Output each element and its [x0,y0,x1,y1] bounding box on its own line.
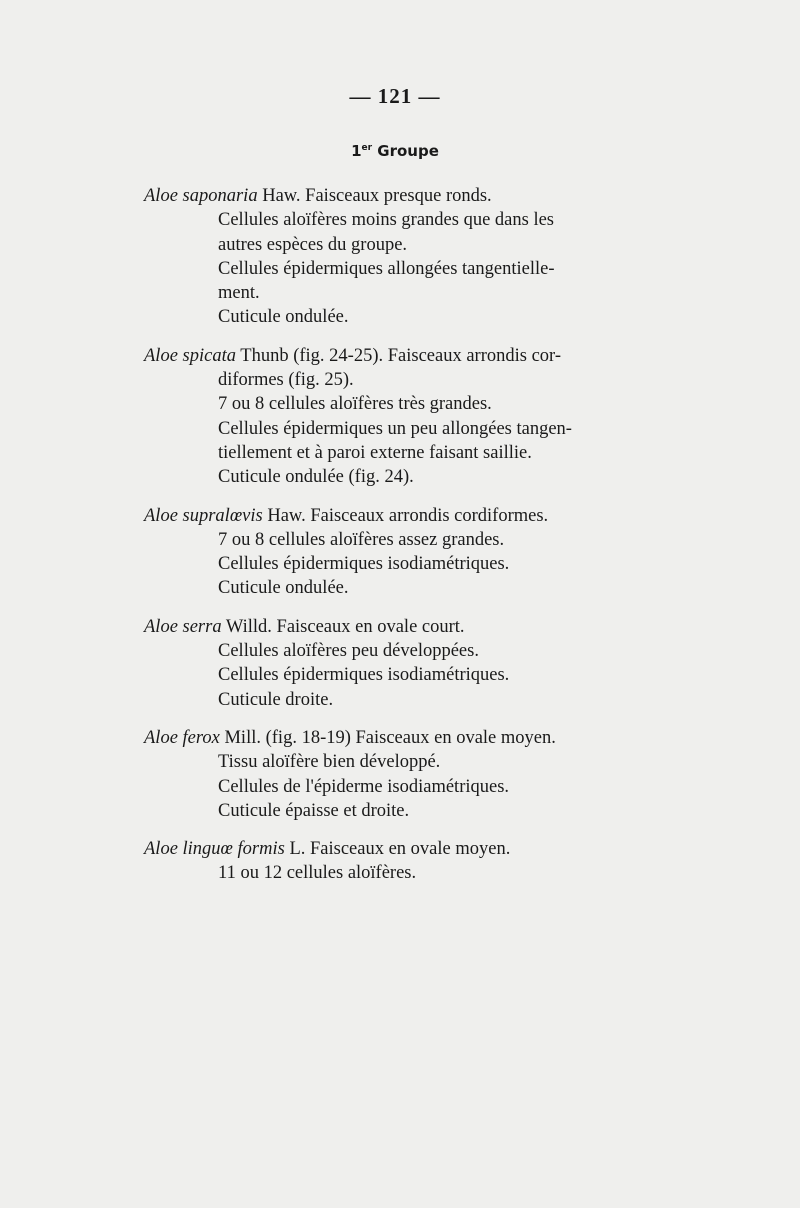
species-name: Aloe spicata [144,345,236,366]
entry-first-line: L. Faisceaux en ovale moyen. [289,839,511,860]
species-entry [144,344,650,490]
entry-line: Cuticule épaisse et droite. [218,800,410,821]
entry-line: Cellules épidermiques isodiamétriques. [218,554,510,575]
entry-line: ment. [218,283,260,304]
entry-line: 7 ou 8 cellules aloïfères assez grandes. [218,529,505,550]
species-name: Aloe serra [144,616,222,637]
entry-line: Cellules de l'épiderme isodiamétriques. [218,776,510,797]
entry-first-line: Thunb (fig. 24-25). Faisceaux arrondis cor- [240,345,561,366]
entry-line: Cellules épidermiques un peu allongées tangen- [218,418,572,439]
page-number: — 121 — [349,84,441,108]
group-ordinal-suffix: er [361,143,373,153]
entry-line: Cuticule ondulée. [218,307,349,328]
group-heading [0,142,790,160]
entry-line: Tissu aloïfère bien développé. [218,752,441,773]
entry-line: tiellement et à paroi externe faisant saillie. [218,442,532,463]
species-entry [144,184,650,330]
entry-line: Cuticule ondulée. [218,578,349,599]
entry-first-line: Haw. Faisceaux presque ronds. [262,186,492,206]
group-label: Groupe [377,142,439,160]
entry-first-line: Willd. Faisceaux en ovale court. [225,616,465,637]
species-name: Aloe saponaria [144,186,258,206]
species-entry [144,504,650,601]
species-name: Aloe supralœvis [144,505,263,526]
entry-line: Cellules aloïfères moins grandes que dans les [218,210,554,231]
entry-line: 7 ou 8 cellules aloïfères très grandes. [218,394,492,415]
entry-line: 11 ou 12 cellules aloïfères. [218,863,417,884]
entry-line: autres espèces du groupe. [218,234,408,255]
species-name: Aloe ferox [144,727,220,748]
entry-line: Cuticule ondulée (fig. 24). [218,467,414,488]
species-name: Aloe linguœ formis [144,839,285,860]
entry-first-line: Mill. (fig. 18-19) Faisceaux en ovale moyen. [224,727,556,748]
entry-line: Cellules épidermiques allongées tangentielle- [218,258,555,279]
entry-line: Cellules aloïfères peu développées. [218,641,479,662]
entry-first-line: Haw. Faisceaux arrondis cordiformes. [267,505,549,526]
species-entry [144,837,650,886]
entry-line: diformes (fig. 25). [218,370,354,391]
entry-line: Cuticule droite. [218,689,334,710]
group-ordinal: 1 [351,142,362,160]
species-entries [144,184,650,900]
species-entry [144,726,650,823]
entry-line: Cellules épidermiques isodiamétriques. [218,665,510,686]
species-entry [144,615,650,712]
